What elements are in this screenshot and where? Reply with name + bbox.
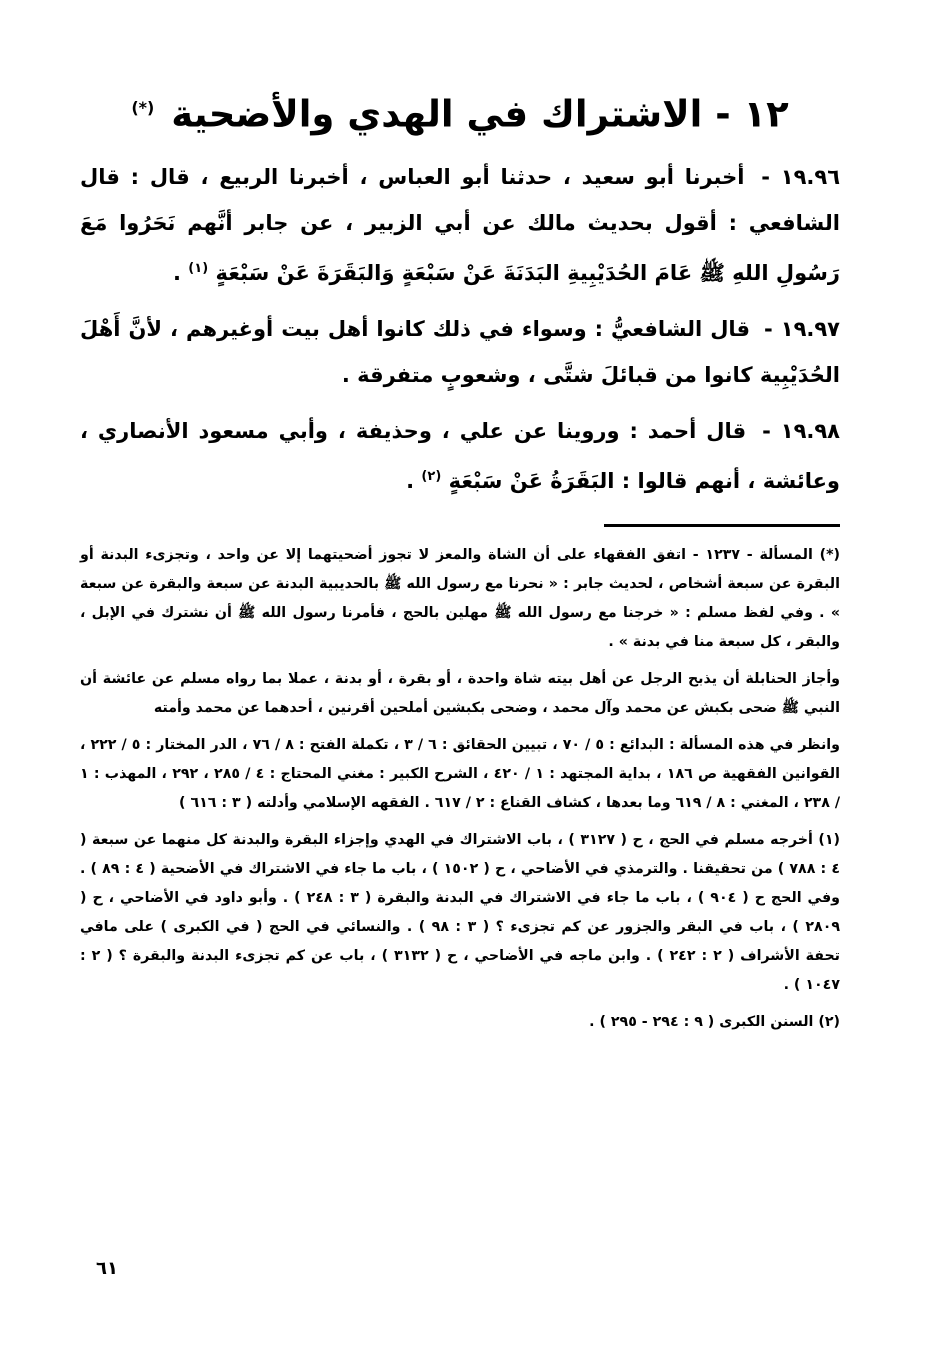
hadith-number: ١٩.٩٨ - <box>762 419 840 444</box>
footnote-reference: (١) <box>188 261 209 277</box>
section-title-text: ١٢ - الاشتراك في الهدي والأضحية <box>171 92 789 136</box>
footnote-divider <box>604 524 840 527</box>
title-footnote-marker: (*) <box>131 98 155 117</box>
hadith-paragraph <box>80 408 840 504</box>
hadith-text: قال الشافعيُّ : وسواء في ذلك كانوا أهل بيت أوغيرهم ، لأنَّ أَهْلَ الحُدَيْبِية كانوا من قبائلَ شتَّى ، وشعوبٍ متفرقة . <box>80 317 840 388</box>
hadith-end: . <box>406 469 415 494</box>
hadith-text: أخبرنا أبو سعيد ، حدثنا أبو العباس ، أخبرنا الربيع ، قال : قال الشافعي : أقول بحديث مالك عن أبي الزبير ، عن جابر أنَّهم نَحَرُوا مَعَ رَسُولِ اللهِ ﷺ عَامَ الحُدَيْبِيةِ البَدَنَةَ عَنْ سَبْعَةٍ وَالبَقَرَةَ عَنْ سَبْعَةٍ <box>80 165 840 286</box>
page-number: ٦١ <box>96 1258 118 1279</box>
footnote-reference: (٢) <box>421 469 442 485</box>
hadith-number: ١٩.٩٦ - <box>761 165 841 190</box>
footnote-hanbali: وأجاز الحنابلة أن يذبح الرجل عن أهل بيته شاة واحدة ، أو بقرة ، أو بدنة ، عملا بما رواه مسلم عن عائشة أن النبي ﷺ ضحى بكبش عن محمد وآل محمد ، وضحى بكبشين أملحين أقرنين ، أحدهما عن محمد وأمته <box>80 671 840 717</box>
hadith-paragraph <box>80 154 840 296</box>
hadith-end: . <box>173 261 181 286</box>
footnote-1: (١) أخرجه مسلم في الحج ، ح ( ٣١٢٧ ) ، باب الاشتراك في الهدي وإجزاء البقرة والبدنة كل منهما عن سبعة ( ٤ : ٧٨٨ ) من تحقيقنا . والترمذي في الأضاحي ، ح ( ١٥٠٢ ) ، باب ما جاء في الاشتراك في الأضحية ( ٤ : ٨٩ ) . وفي الحج ح ( ٩٠٤ ) ، باب ما جاء في الاشتراك في البدنة والبقرة ( ٣ : ٢٤٨ ) . وأبو داود في الأضاحي ، ح ( ٢٨٠٩ ) ، باب في البقر والجزور عن كم تجزىء ؟ ( ٣ : ٩٨ ) . والنسائي في الحج ( في الكبرى ) على مافي تحفة الأشراف ( ٢ : ٢٤٢ ) . وابن ماجه في الأضاحي ، ح ( ٣١٣٢ ) ، باب عن كم تجزىء البدنة والبقرة ؟ ( ٢ : ١٠٤٧ ) . <box>80 832 841 994</box>
footnote-references: وانظر في هذه المسألة : البدائع : ٥ / ٧٠ ، تبيين الحقائق : ٦ / ٣ ، تكملة الفتح : ٨ / ٧٦ ، الدر المختار : ٥ / ٢٢٢ ، القوانين الفقهية ص ١٨٦ ، بداية المجتهد : ١ / ٤٢٠ ، الشرح الكبير : مغني المحتاج : ٤ / ٢٨٥ ، ٢٩٢ ، المهذب : ١ / ٢٣٨ ، المغني : ٨ / ٦١٩ وما بعدها ، كشاف القناع : ٢ / ٦١٧ . الفقهه الإسلامي وأدلته ( ٣ : ٦١٦ ) <box>80 737 840 812</box>
hadith-text: قال أحمد : وروينا عن علي ، وحذيفة ، وأبي مسعود الأنصاري ، وعائشة ، أنهم قالوا : البَقَرَةُ عَنْ سَبْعَةٍ <box>80 419 840 494</box>
page-content <box>80 80 840 1045</box>
hadith-paragraph <box>80 306 840 398</box>
section-title <box>80 80 840 142</box>
footnote-2: (٢) السنن الكبرى ( ٩ : ٢٩٤ - ٢٩٥ ) . <box>589 1014 840 1031</box>
hadith-number: ١٩.٩٧ - <box>764 317 840 342</box>
footnote-star: (*) المسألة - ١٢٣٧ - اتفق الفقهاء على أن الشاة والمعز لا تجوز أضحيتهما إلا عن واحد ، وتجزىء البدنة أو البقرة عن سبعة أشخاص ، لحديث جابر : « نحرنا مع رسول الله ﷺ بالحديبية البدنة عن سبعة والبقرة عن سبعة » . وفي لفظ مسلم : « خرجنا مع رسول الله ﷺ مهلين بالحج ، فأمرنا رسول الله ﷺ أن نشترك في الإبل ، والبقر ، كل سبعة منا في بدنة » . <box>80 547 840 651</box>
